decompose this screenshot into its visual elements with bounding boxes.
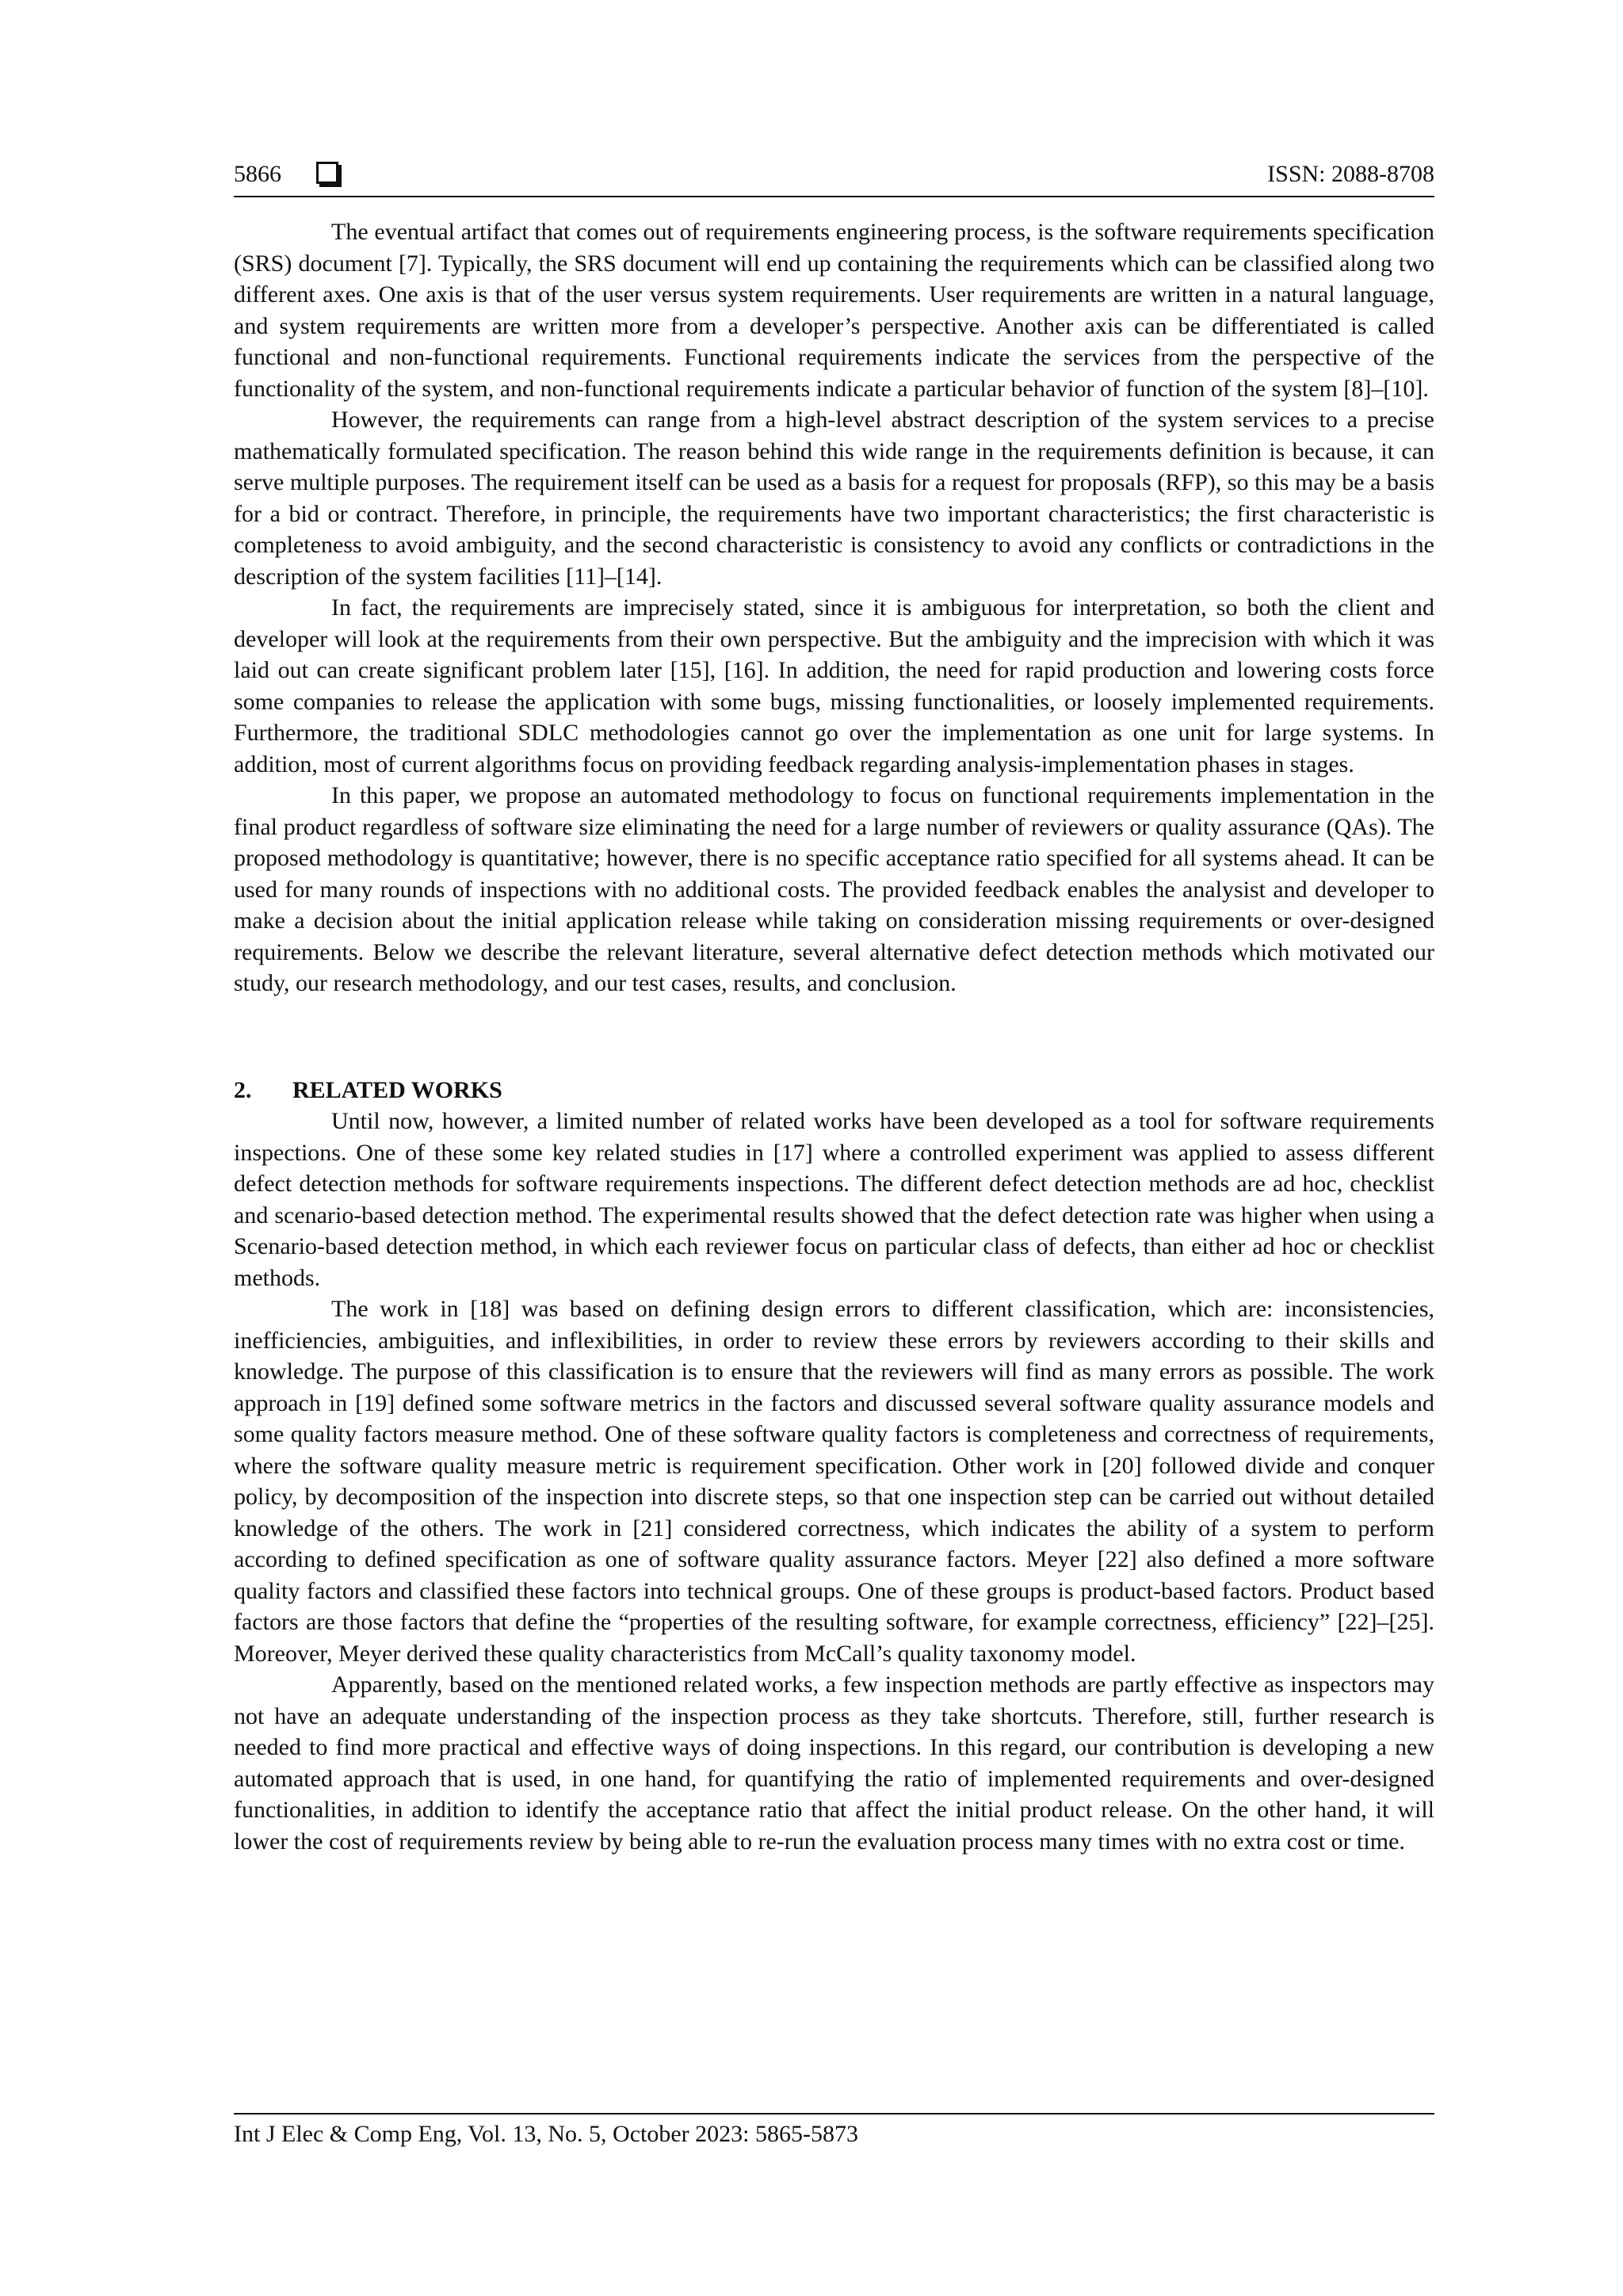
paragraph: Until now, however, a limited number of related works have been developed as a tool for software requirements inspections. One of these some key related studies in [17] where a controlled experiment was applied to assess different defect detection methods for software requirements inspections. The different defect detection methods are ad hoc, checklist and scenario-based detection method. The experimental results showed that the defect detection rate was higher when using a Scenario-based detection method, in which each reviewer focus on particular class of defects, than either ad hoc or checklist methods. [234,1108,1434,1291]
paragraph: In this paper, we propose an automated methodology to focus on functional requirements implementation in the final product regardless of software size eliminating the need for a large number of reviewers or quality assurance (QAs). The proposed methodology is quantitative; however, there is no specific acceptance ratio specified for all systems ahead. It can be used for many rounds of inspections with no additional costs. The provided feedback enables the analysist and developer to make a decision about the initial application release while taking on consideration missing requirements or over-designed requirements. Below we describe the relevant literature, several alternative defect detection methods which motivated our study, our research methodology, and our test cases, results, and conclusion. [234,782,1434,996]
header-left [234,159,338,189]
journal-issn: ISSN: 2088-8708 [1267,161,1434,187]
page-footer: Int J Elec & Comp Eng, Vol. 13, No. 5, October 2023: 5865-5873 [234,2121,858,2147]
page-header [234,155,1434,193]
paragraph: The work in [18] was based on defining design errors to different classification, which are: inconsistencies, inefficiencies, ambiguities, and inflexibilities, in order to review these errors by reviewers according to their skills and knowledge. The purpose of this classification is to ensure that the reviewers will find as many errors as possible. The work approach in [19] defined some software metrics in the factors and discussed several software quality assurance models and some quality factors measure method. One of these software quality factors is completeness and correctness of requirements, where the software quality measure metric is requirement specification. Other work in [20] followed divide and conquer policy, by decomposition of the inspection into discrete steps, so that one inspection step can be carried out without detailed knowledge of the others. The work in [21] considered correctness, which indicates the ability of a system to perform according to defined specification as one of software quality assurance factors. Meyer [22] also defined a more software quality factors and classified these factors into technical groups. One of these groups is product-based factors. Product based factors are those factors that define the “properties of the resulting software, for example correctness, efficiency” [22]–[25]. Moreover, Meyer derived these quality characteristics from McCall’s quality taxonomy model. [234,1296,1434,1667]
paragraph: However, the requirements can range from a high-level abstract description of the system services to a precise mathematically formulated specification. The reason behind this wide range in the requirements definition is because, it can serve multiple purposes. The requirement itself can be used as a basis for a request for proposals (RFP), so this may be a basis for a bid or contract. Therefore, in principle, the requirements have two important characteristics; the first characteristic is completeness to avoid ambiguity, and the second characteristic is consistency to avoid any conflicts or contradictions in the description of the system facilities [11]–[14]. [234,407,1434,590]
footer-rule [234,2113,1434,2115]
article-body [234,216,1434,1857]
header-rule [234,196,1434,197]
page-number: 5866 [234,161,281,187]
square-box-icon [316,162,338,184]
section-number: 2. [234,1076,252,1103]
paragraph: The eventual artifact that comes out of requirements engineering process, is the software requirements specification (SRS) document [7]. Typically, the SRS document will end up containing the requirements which can be classified along two different axes. One axis is that of the user versus system requirements. User requirements are written in a natural language, and system requirements are written more from a developer’s perspective. Another axis can be differentiated is called functional and non-functional requirements. Functional requirements indicate the services from the perspective of the functionality of the system, and non-functional requirements indicate a particular behavior of function of the system [8]–[10]. [234,219,1434,402]
section-title: RELATED WORKS [292,1076,502,1103]
paragraph: Apparently, based on the mentioned related works, a few inspection methods are partly effective as inspectors may not have an adequate understanding of the inspection process as they take shortcuts. Therefore, still, further research is needed to find more practical and effective ways of doing inspections. In this regard, our contribution is developing a new automated approach that is used, in one hand, for quantifying the ratio of implemented requirements and over-designed functionalities, in addition to identify the acceptance ratio that affect the initial product release. On the other hand, it will lower the cost of requirements review by being able to re-run the evaluation process many times with no extra cost or time. [234,1671,1434,1855]
section-heading [234,1075,1434,1106]
paragraph: In fact, the requirements are imprecisely stated, since it is ambiguous for interpretation, so both the client and developer will look at the requirements from their own perspective. But the ambiguity and the imprecision with which it was laid out can create significant problem later [15], [16]. In addition, the need for rapid production and lowering costs force some companies to release the application with some bugs, missing functionalities, or loosely implemented requirements. Furthermore, the traditional SDLC methodologies cannot go over the implementation as one unit for large systems. In addition, most of current algorithms focus on providing feedback regarding analysis-implementation phases in stages. [234,594,1434,777]
